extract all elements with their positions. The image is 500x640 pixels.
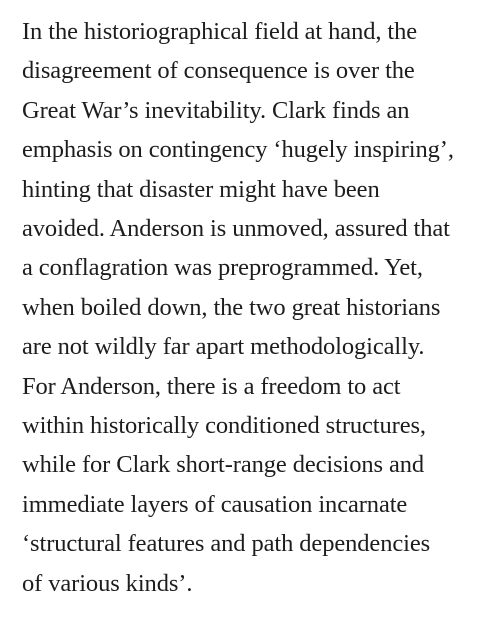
text-line: In the historiographical field at hand, the bbox=[22, 18, 418, 45]
text-line: are not wildly far apart methodologically. bbox=[22, 333, 425, 361]
text-line: Great War’s inevitability. Clark finds an bbox=[22, 96, 410, 124]
text-line: disagreement of consequence is over the bbox=[22, 57, 415, 85]
text-line: when boiled down, the two great historians bbox=[22, 293, 441, 321]
text-line: a conflagration was preprogrammed. Yet, bbox=[22, 254, 423, 282]
text-line: avoided. Anderson is unmoved, assured that bbox=[22, 215, 450, 243]
body-paragraph bbox=[22, 12, 490, 603]
text-line: ‘structural features and path dependencies bbox=[22, 530, 431, 558]
text-line: immediate layers of causation incarnate bbox=[22, 490, 408, 518]
text-line: of various kinds’. bbox=[22, 569, 193, 597]
text-line: within historically conditioned structures, bbox=[22, 412, 426, 440]
text-line: hinting that disaster might have been bbox=[22, 175, 380, 203]
text-line: emphasis on contingency ‘hugely inspiring’, bbox=[22, 136, 454, 164]
text-line: while for Clark short-range decisions and bbox=[22, 451, 425, 479]
text-line: For Anderson, there is a freedom to act bbox=[22, 372, 401, 400]
